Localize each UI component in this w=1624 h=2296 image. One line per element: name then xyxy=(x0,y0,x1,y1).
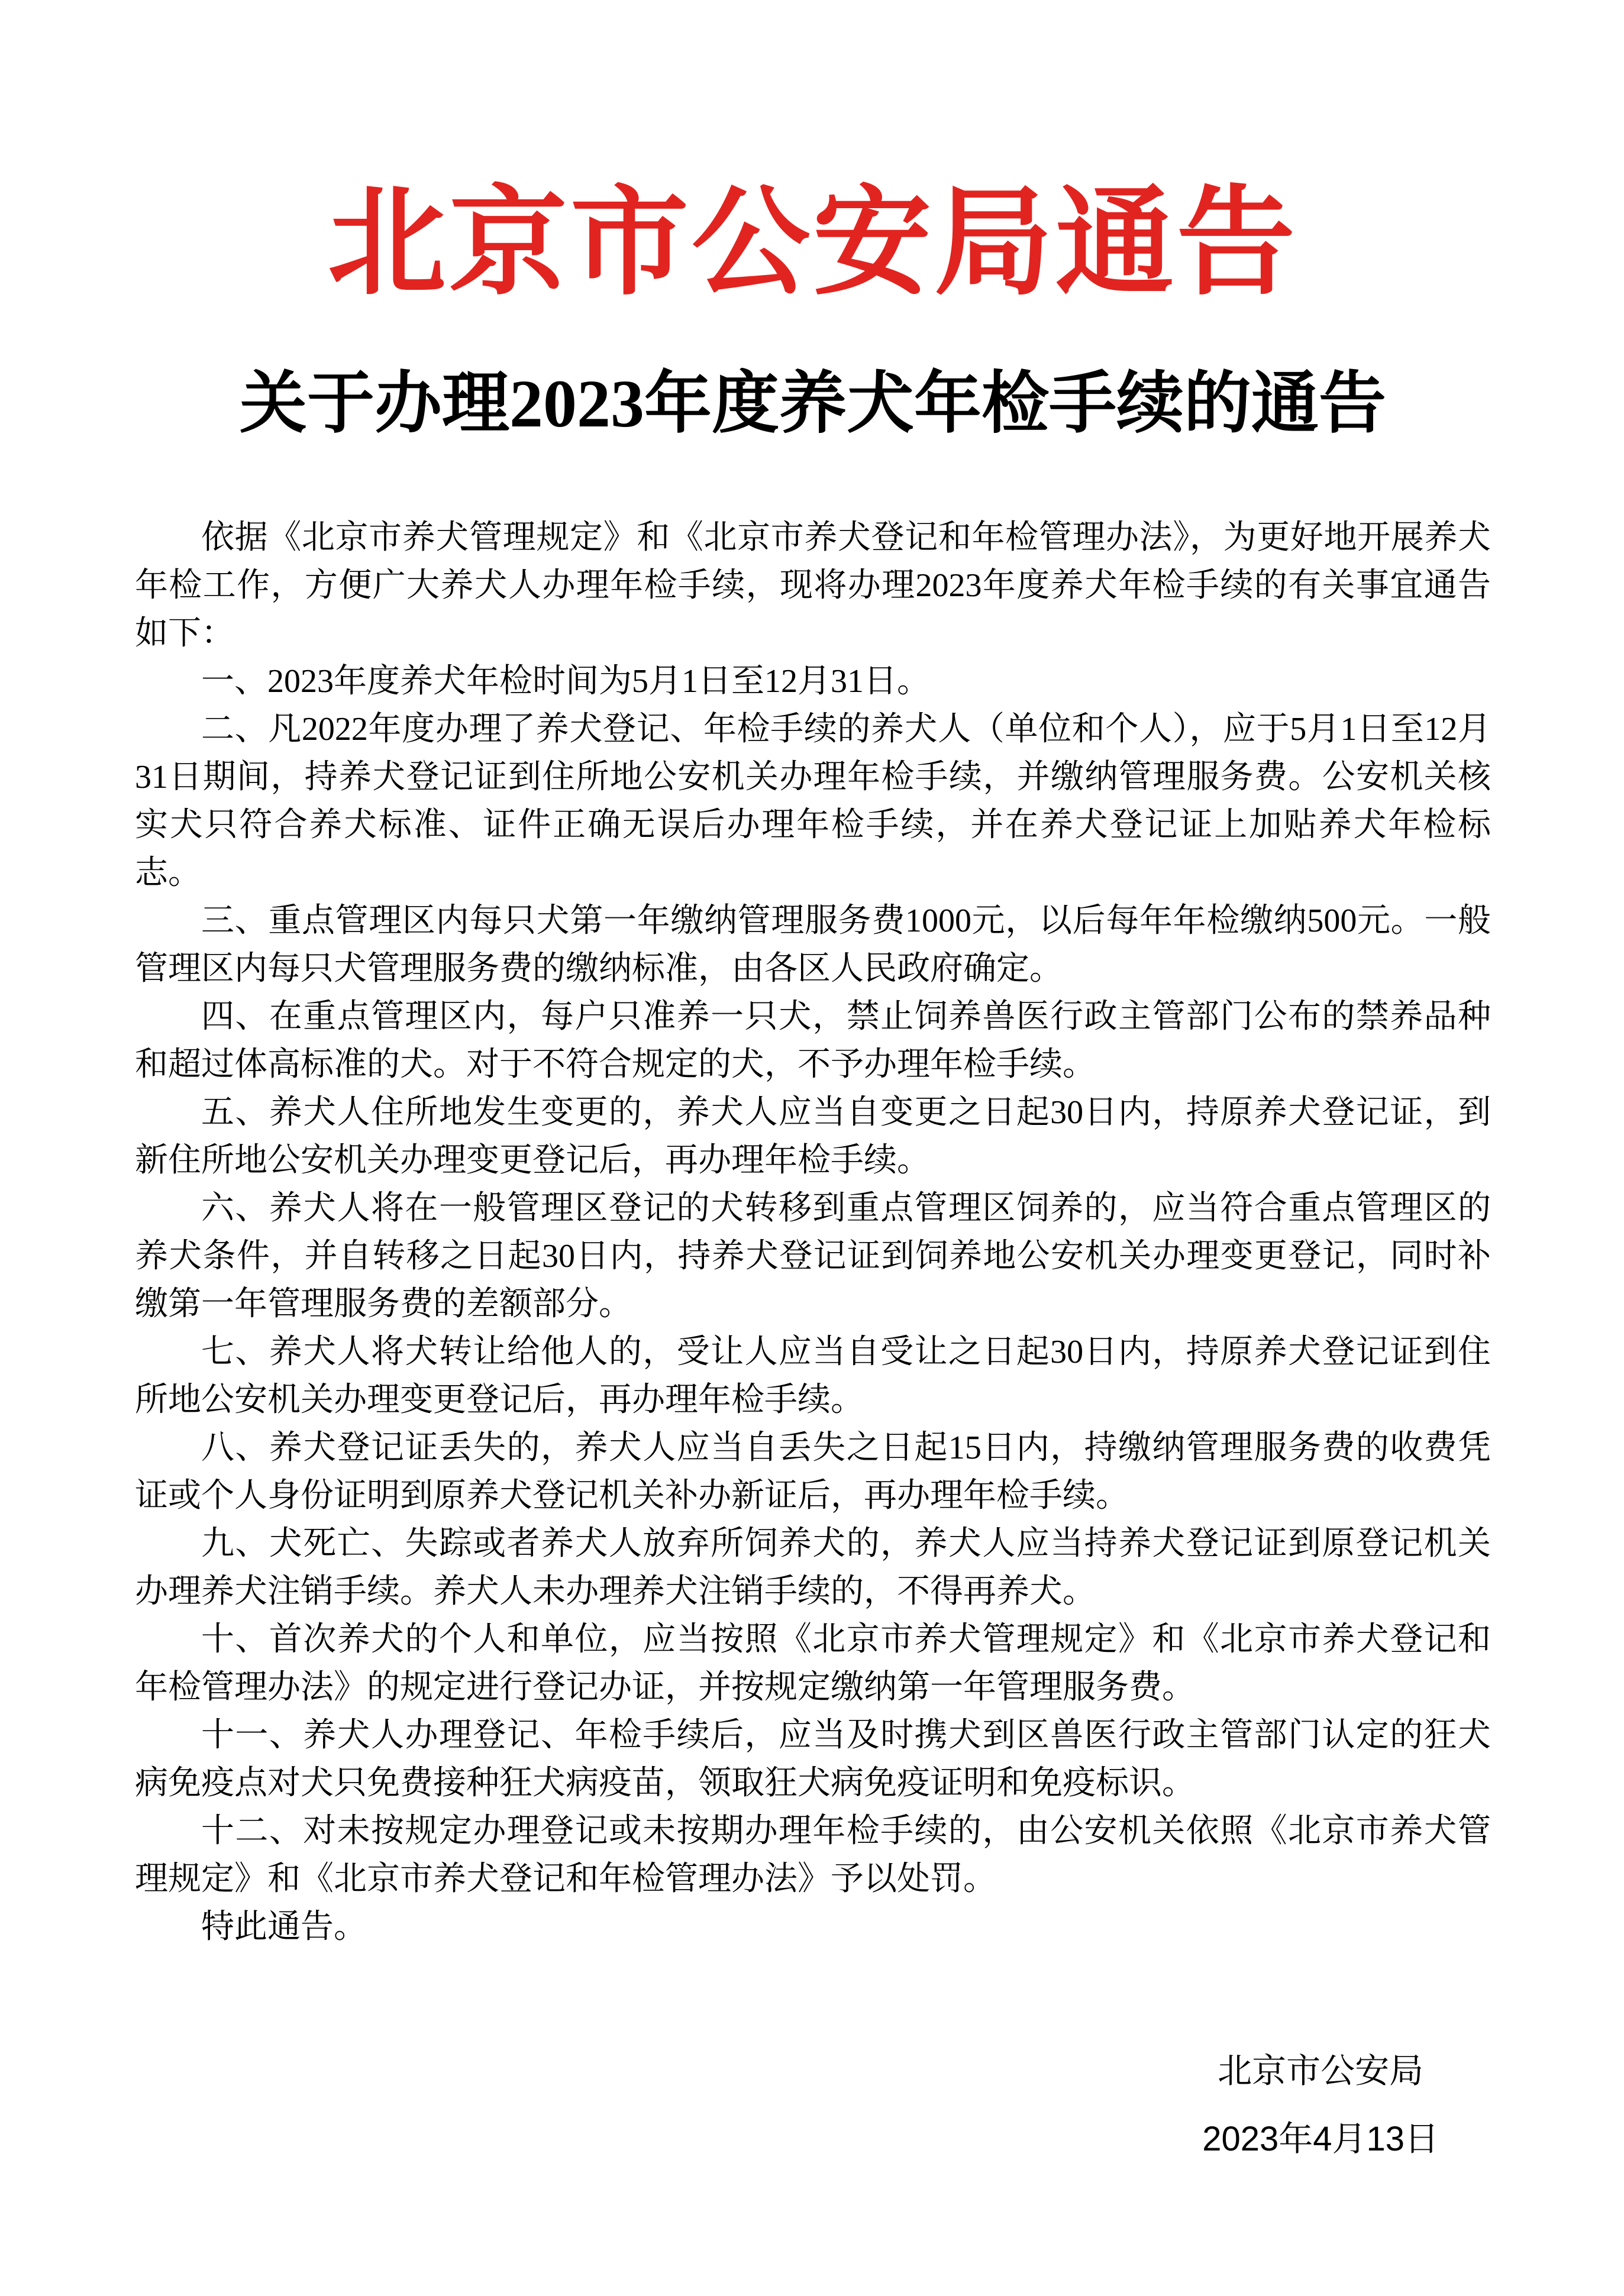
body-paragraph: 五、养犬人住所地发生变更的，养犬人应当自变更之日起30日内，持原养犬登记证，到新住所地公安机关办理变更登记后，再办理年检手续。 xyxy=(135,1094,1491,1179)
body-paragraph: 四、在重点管理区内，每户只准养一只犬，禁止饲养兽医行政主管部门公布的禁养品种和超过体高标准的犬。对于不符合规定的犬，不予办理年检手续。 xyxy=(135,998,1491,1083)
notice-body xyxy=(135,514,1491,1951)
signature-date: 2023年4月13日 xyxy=(1202,2120,1439,2159)
body-paragraph: 十二、对未按规定办理登记或未按期办理年检手续的，由公安机关依照《北京市养犬管理规定》和《北京市养犬登记和年检管理办法》予以处罚。 xyxy=(135,1812,1491,1897)
signature-block xyxy=(135,2051,1491,2160)
body-paragraph: 依据《北京市养犬管理规定》和《北京市养犬登记和年检管理办法》，为更好地开展养犬年检工作，方便广大养犬人办理年检手续，现将办理2023年度养犬年检手续的有关事宜通告如下： xyxy=(135,519,1491,652)
body-paragraph: 七、养犬人将犬转让给他人的，受让人应当自受让之日起30日内，持原养犬登记证到住所地公安机关办理变更登记后，再办理年检手续。 xyxy=(135,1333,1491,1418)
body-paragraph: 三、重点管理区内每只犬第一年缴纳管理服务费1000元，以后每年年检缴纳500元。一般管理区内每只犬管理服务费的缴纳标准，由各区人民政府确定。 xyxy=(135,902,1491,987)
body-paragraph: 八、养犬登记证丢失的，养犬人应当自丢失之日起15日内，持缴纳管理服务费的收费凭证或个人身份证明到原养犬登记机关补办新证后，再办理年检手续。 xyxy=(135,1429,1491,1514)
body-paragraph: 十一、养犬人办理登记、年检手续后，应当及时携犬到区兽医行政主管部门认定的狂犬病免疫点对犬只免费接种狂犬病疫苗，领取狂犬病免疫证明和免疫标识。 xyxy=(135,1716,1491,1802)
body-paragraph: 六、养犬人将在一般管理区登记的犬转移到重点管理区饲养的，应当符合重点管理区的养犬条件，并自转移之日起30日内，持养犬登记证到饲养地公安机关办理变更登记，同时补缴第一年管理服务费的差额部分。 xyxy=(135,1189,1491,1322)
body-paragraph: 一、2023年度养犬年检时间为5月1日至12月31日。 xyxy=(201,662,930,700)
signature-issuer: 北京市公安局 xyxy=(1218,2051,1424,2090)
body-paragraph: 特此通告。 xyxy=(201,1908,367,1945)
notice-subtitle: 关于办理2023年度养犬年检手续的通告 xyxy=(239,366,1386,441)
signature-inner xyxy=(1202,2051,1439,2160)
body-paragraph: 九、犬死亡、失踪或者养犬人放弃所饲养犬的，养犬人应当持养犬登记证到原登记机关办理养犬注销手续。养犬人未办理养犬注销手续的，不得再养犬。 xyxy=(135,1525,1491,1610)
body-paragraph: 二、凡2022年度办理了养犬登记、年检手续的养犬人（单位和个人），应于5月1日至12月31日期间，持养犬登记证到住所地公安机关办理年检手续，并缴纳管理服务费。公安机关核实犬只符合养犬标准、证件正确无误后办理年检手续，并在养犬登记证上加贴养犬年检标志。 xyxy=(135,710,1491,891)
body-paragraph: 十、首次养犬的个人和单位，应当按照《北京市养犬管理规定》和《北京市养犬登记和年检管理办法》的规定进行登记办证，并按规定缴纳第一年管理服务费。 xyxy=(135,1621,1491,1706)
notice-title: 北京市公安局通告 xyxy=(327,179,1298,309)
